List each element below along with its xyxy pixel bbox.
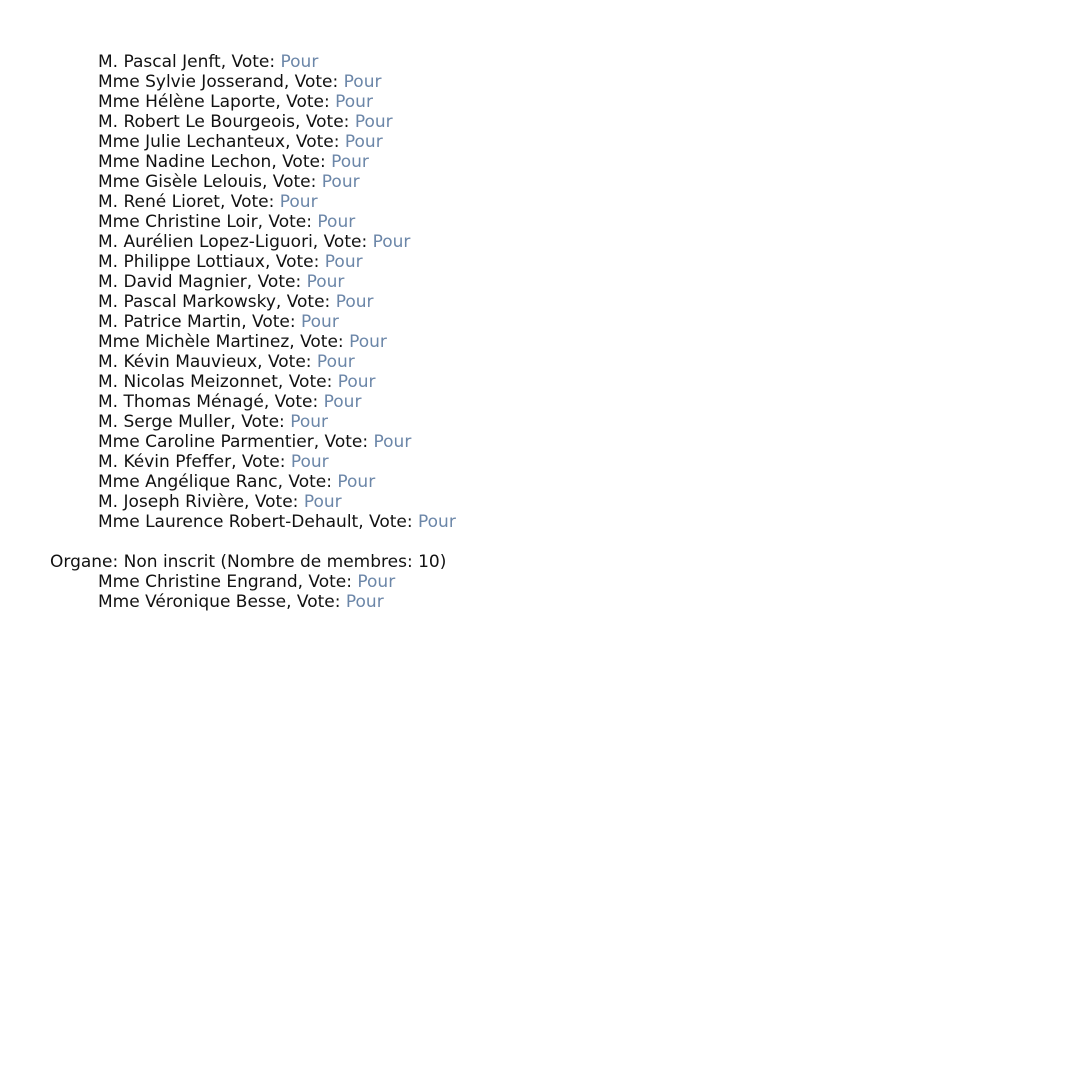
vote-link[interactable]: Pour (337, 472, 376, 492)
vote-link[interactable]: Pour (290, 452, 329, 472)
member-name: Mme Julie Lechanteux (98, 132, 286, 152)
member-name: M. Joseph Rivière (98, 492, 245, 512)
member-name: M. Nicolas Meizonnet (98, 372, 278, 392)
vote-prefix: , Vote: (241, 312, 301, 332)
member-name: M. Aurélien Lopez-Liguori (98, 232, 313, 252)
member-name: M. Kévin Pfeffer (98, 452, 232, 472)
member-name: M. David Magnier (98, 272, 247, 292)
vote-link[interactable]: Pour (343, 72, 382, 92)
member-row (50, 352, 1080, 372)
vote-prefix: , Vote: (231, 452, 291, 472)
vote-link[interactable]: Pour (344, 132, 383, 152)
member-name: Mme Nadine Lechon (98, 152, 272, 172)
vote-prefix: , Vote: (275, 292, 336, 312)
vote-prefix: , Vote: (230, 412, 291, 432)
vote-prefix: , Vote: (277, 372, 338, 392)
member-row (50, 572, 1080, 592)
vote-link[interactable]: Pour (324, 252, 363, 272)
member-row (50, 432, 1080, 452)
vote-prefix: , Vote: (263, 392, 324, 412)
member-row (50, 392, 1080, 412)
member-row (50, 192, 1080, 212)
vote-prefix: , Vote: (246, 272, 307, 292)
member-row (50, 92, 1080, 112)
vote-link[interactable]: Pour (331, 152, 369, 172)
member-row (50, 232, 1080, 252)
vote-link[interactable]: Pour (354, 112, 393, 132)
member-row (50, 112, 1080, 132)
vote-prefix: , Vote: (358, 512, 418, 532)
member-name: Mme Véronique Besse (98, 592, 287, 612)
member-name: M. Serge Muller (98, 412, 231, 432)
vote-link[interactable]: Pour (323, 392, 362, 412)
member-name: M. Pascal Jenft (98, 52, 221, 72)
member-row (50, 292, 1080, 312)
vote-prefix: , Vote: (277, 472, 338, 492)
member-row (50, 492, 1080, 512)
member-name: M. René Lioret (98, 192, 220, 212)
member-row (50, 472, 1080, 492)
vote-link[interactable]: Pour (279, 192, 318, 212)
member-name: Mme Sylvie Josserand (98, 72, 284, 92)
vote-link[interactable]: Pour (317, 212, 356, 232)
member-name: Mme Christine Loir (98, 212, 258, 232)
member-row (50, 212, 1080, 232)
member-row (50, 312, 1080, 332)
vote-link[interactable]: Pour (280, 52, 319, 72)
member-row (50, 372, 1080, 392)
vote-link[interactable]: Pour (345, 592, 384, 612)
vote-prefix: , Vote: (275, 92, 336, 112)
member-name: M. Philippe Lottiaux (98, 252, 265, 272)
vote-prefix: , Vote: (262, 172, 322, 192)
vote-link[interactable]: Pour (349, 332, 387, 352)
vote-prefix: , Vote: (283, 72, 344, 92)
member-name: M. Robert Le Bourgeois (98, 112, 296, 132)
member-name: M. Kévin Mauvieux (98, 352, 258, 372)
vote-prefix: , Vote: (271, 152, 332, 172)
member-name: M. Patrice Martin (98, 312, 242, 332)
vote-prefix: , Vote: (257, 212, 318, 232)
member-row (50, 172, 1080, 192)
vote-prefix: , Vote: (312, 232, 373, 252)
member-name: Mme Michèle Martinez (98, 332, 290, 352)
vote-link[interactable]: Pour (335, 92, 373, 112)
member-name: Mme Christine Engrand (98, 572, 298, 592)
member-row (50, 332, 1080, 352)
group-header: Organe: Non inscrit (Nombre de membres: 10) (50, 552, 447, 572)
member-row (50, 592, 1080, 612)
vote-prefix: , Vote: (295, 112, 355, 132)
vote-prefix: , Vote: (220, 52, 281, 72)
member-name: Mme Angélique Ranc (98, 472, 278, 492)
vote-link[interactable]: Pour (306, 272, 345, 292)
member-name: M. Pascal Markowsky (98, 292, 276, 312)
vote-link[interactable]: Pour (303, 492, 342, 512)
member-name: Mme Laurence Robert-Dehault (98, 512, 359, 532)
member-name: Mme Caroline Parmentier (98, 432, 314, 452)
vote-link[interactable]: Pour (337, 372, 376, 392)
member-row (50, 152, 1080, 172)
vote-prefix: , Vote: (297, 572, 358, 592)
vote-prefix: , Vote: (265, 252, 325, 272)
vote-prefix: , Vote: (244, 492, 304, 512)
member-row (50, 512, 1080, 532)
member-row (50, 52, 1080, 72)
member-name: Mme Gisèle Lelouis (98, 172, 262, 192)
group-2-member-list (50, 572, 1080, 612)
vote-prefix: , Vote: (289, 332, 350, 352)
vote-link[interactable]: Pour (372, 232, 411, 252)
vote-link[interactable]: Pour (290, 412, 328, 432)
vote-link[interactable]: Pour (357, 572, 396, 592)
member-name: M. Thomas Ménagé (98, 392, 264, 412)
member-row (50, 132, 1080, 152)
member-row (50, 412, 1080, 432)
vote-link[interactable]: Pour (335, 292, 374, 312)
vote-link[interactable]: Pour (316, 352, 355, 372)
vote-prefix: , Vote: (219, 192, 280, 212)
member-name: Mme Hélène Laporte (98, 92, 276, 112)
group-1-member-list (50, 52, 1080, 532)
vote-prefix: , Vote: (257, 352, 317, 372)
member-row (50, 272, 1080, 292)
member-row (50, 252, 1080, 272)
vote-prefix: , Vote: (286, 592, 346, 612)
member-row (50, 72, 1080, 92)
vote-link[interactable]: Pour (321, 172, 360, 192)
group-spacer (50, 532, 1080, 552)
vote-prefix: , Vote: (285, 132, 345, 152)
vote-link[interactable]: Pour (301, 312, 339, 332)
vote-link[interactable]: Pour (418, 512, 456, 532)
member-row (50, 452, 1080, 472)
vote-link[interactable]: Pour (373, 432, 412, 452)
vote-prefix: , Vote: (313, 432, 374, 452)
